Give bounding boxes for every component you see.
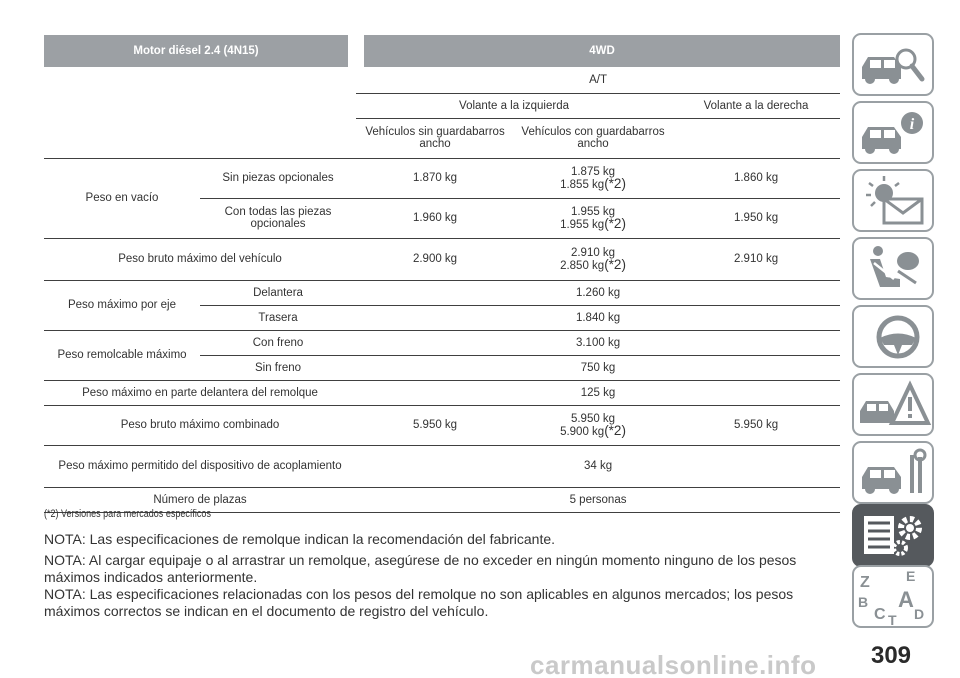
table-row <box>44 93 840 118</box>
car-breakdown-warning-icon <box>854 375 932 434</box>
towing-weight-label: Peso remolcable máximo <box>44 330 200 380</box>
page-number: 309 <box>870 642 912 669</box>
svg-text:B: B <box>858 594 869 610</box>
tab-breakdown[interactable] <box>852 373 934 436</box>
svg-text:E: E <box>906 568 916 584</box>
specifications-gears-icon <box>854 506 932 565</box>
seat-airbag-icon <box>854 239 932 298</box>
car-info-icon <box>854 103 932 162</box>
table-row: Peso en vacío Sin piezas opcionales 1.870 kg 1.875 kg 1.855 kg(*2) 1.860 kg <box>44 158 840 198</box>
tab-seat-safety[interactable] <box>852 237 934 300</box>
note-market-specific: NOTA: Las especificaciones relacionadas con los pesos del remolque no son aplicables en algunos mercados; los pesos máximos correctos se indican en el documento de registro del vehículo. <box>44 586 794 619</box>
car-tools-icon <box>854 443 932 502</box>
all-options-label: Con todas las piezas opcionales <box>200 198 356 238</box>
svg-text:C: C <box>874 606 886 623</box>
weights-specification-table <box>44 35 840 513</box>
note-towing-recommendation: NOTA: Las especificaciones de remolque indican la recomendación del fabricante. <box>44 531 556 547</box>
tab-steering-key[interactable] <box>852 305 934 368</box>
svg-text:i: i <box>909 116 915 133</box>
drive-header: 4WD <box>356 35 840 67</box>
tab-car-search[interactable] <box>852 33 934 96</box>
axle-weight-label: Peso máximo por eje <box>44 280 200 330</box>
note-loading-limits: NOTA: Al cargar equipaje o al arrastrar un remolque, asegúrese de no exceder en ningún momento ninguno de los pesos máximos indicados anteriormente. <box>44 552 797 585</box>
variant-fender-cell: Vehículos con guardabarros ancho <box>514 118 672 158</box>
svg-text:Z: Z <box>860 574 870 591</box>
table-row <box>44 118 840 158</box>
table-row <box>44 67 840 93</box>
variant-no-fender-cell: Vehículos sin guardabarros ancho <box>356 118 514 158</box>
table-row: Con todas las piezas opcionales 1.960 kg 1.955 kg 1.955 kg(*2) 1.950 kg <box>44 198 840 238</box>
tab-warning-lights[interactable] <box>852 169 934 232</box>
table-row: Peso bruto máximo del vehículo 2.900 kg 2.910 kg 2.850 kg(*2) 2.910 kg <box>44 238 840 280</box>
table-row: Peso remolcable máximo Con freno 3.100 kg <box>44 330 840 355</box>
engine-header: Motor diésel 2.4 (4N15) <box>44 35 356 67</box>
table-row: Peso bruto máximo combinado 5.950 kg 5.950 kg 5.900 kg(*2) 5.950 kg <box>44 405 840 445</box>
table-row: Trasera 1.840 kg <box>44 305 840 330</box>
svg-text:A: A <box>898 587 914 612</box>
transmission-cell: A/T <box>356 67 840 93</box>
no-options-label: Sin piezas opcionales <box>200 158 356 198</box>
steering-wheel-key-icon <box>854 307 932 366</box>
tab-alphabetical-index[interactable] <box>852 565 934 628</box>
curb-weight-label: Peso en vacío <box>44 158 200 238</box>
steering-right-cell: Volante a la derecha <box>672 93 840 118</box>
table-row: Peso máximo en parte delantera del remolque 125 kg <box>44 380 840 405</box>
tab-car-info[interactable] <box>852 101 934 164</box>
alphabetical-index-icon <box>854 567 932 626</box>
tab-car-maintenance[interactable] <box>852 441 934 504</box>
table-header-row <box>44 35 840 67</box>
car-search-icon <box>854 35 932 94</box>
table-row: Número de plazas 5 personas <box>44 487 840 512</box>
gvw-label: Peso bruto máximo del vehículo <box>44 238 356 280</box>
svg-text:T: T <box>888 612 897 626</box>
watermark: carmanualsonline.info <box>530 650 817 678</box>
table-row: Peso máximo permitido del dispositivo de acoplamiento 34 kg <box>44 445 840 487</box>
tab-specifications[interactable] <box>852 504 934 567</box>
table-row: Sin freno 750 kg <box>44 355 840 380</box>
table-footnote: (*2) Versiones para mercados específicos <box>44 508 211 520</box>
table-row: Peso máximo por eje Delantera 1.260 kg <box>44 280 840 305</box>
svg-text:D: D <box>914 606 925 622</box>
steering-left-cell: Volante a la izquierda <box>356 93 672 118</box>
warning-light-message-icon <box>854 171 932 230</box>
